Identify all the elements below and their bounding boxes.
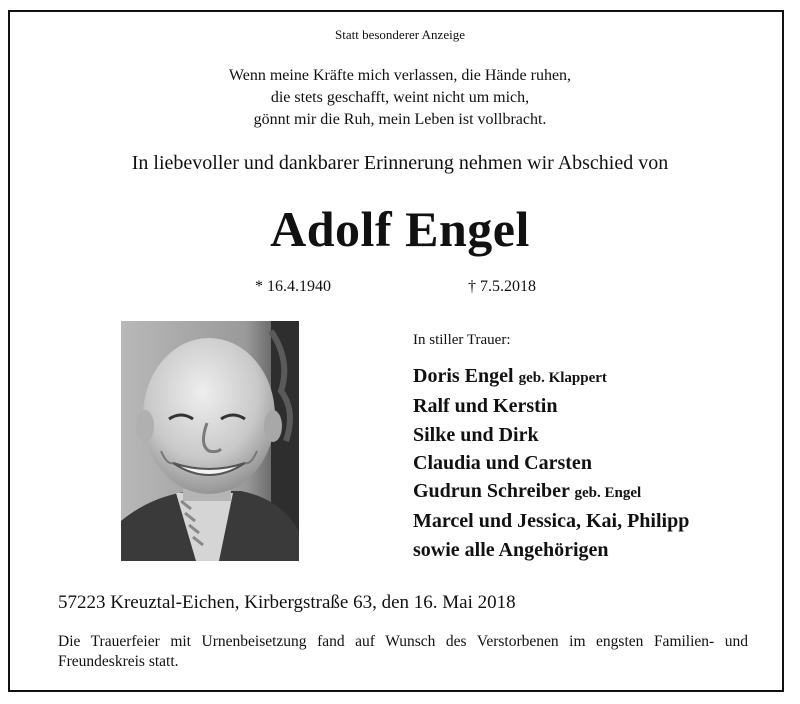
deceased-name: Adolf Engel [270,201,530,257]
portrait-photo [121,321,299,561]
family-member [413,362,689,392]
family-member [413,392,689,420]
poem-line: die stets geschafft, weint nicht um mich, [270,89,530,106]
maiden-name: geb. Engel [574,485,642,502]
family-member [413,477,689,507]
family-member-name: Marcel und Jessica, Kai, Philipp [413,510,690,533]
family-member [413,449,689,477]
birth-date: * 16.4.1940 [255,278,331,295]
family-member [413,507,689,535]
intro-text: In liebevoller und dankbarer Erinnerung nehmen wir Abschied von [131,152,669,174]
family-list [413,362,689,564]
family-member-name: Gudrun Schreiber [413,480,570,503]
family-member-name: Doris Engel [413,365,514,387]
funeral-notice: Die Trauerfeier mit Urnenbeisetzung fand auf Wunsch des Verstorbenen im engsten Familien- und Freundeskreis statt. [58,633,748,670]
family-member [413,421,689,449]
death-date: † 7.5.2018 [468,278,536,295]
family-member-name: Claudia und Carsten [413,451,592,474]
family-member-name: Silke und Dirk [413,423,539,446]
family-member-name: Ralf und Kerstin [413,395,558,418]
poem-line: gönnt mir die Ruh, mein Leben ist vollbracht. [253,111,547,128]
heading: Statt besonderer Anzeige [335,27,465,42]
poem-line: Wenn meine Kräfte mich verlassen, die Hände ruhen, [228,67,572,84]
mourning-label: In stiller Trauer: [413,332,511,348]
family-member-name: sowie alle Angehörigen [413,538,609,561]
poem [0,65,800,131]
family-member [413,536,689,564]
maiden-name: geb. Klappert [518,370,607,386]
address-line: 57223 Kreuztal-Eichen, Kirbergstraße 63, den 16. Mai 2018 [58,592,516,613]
